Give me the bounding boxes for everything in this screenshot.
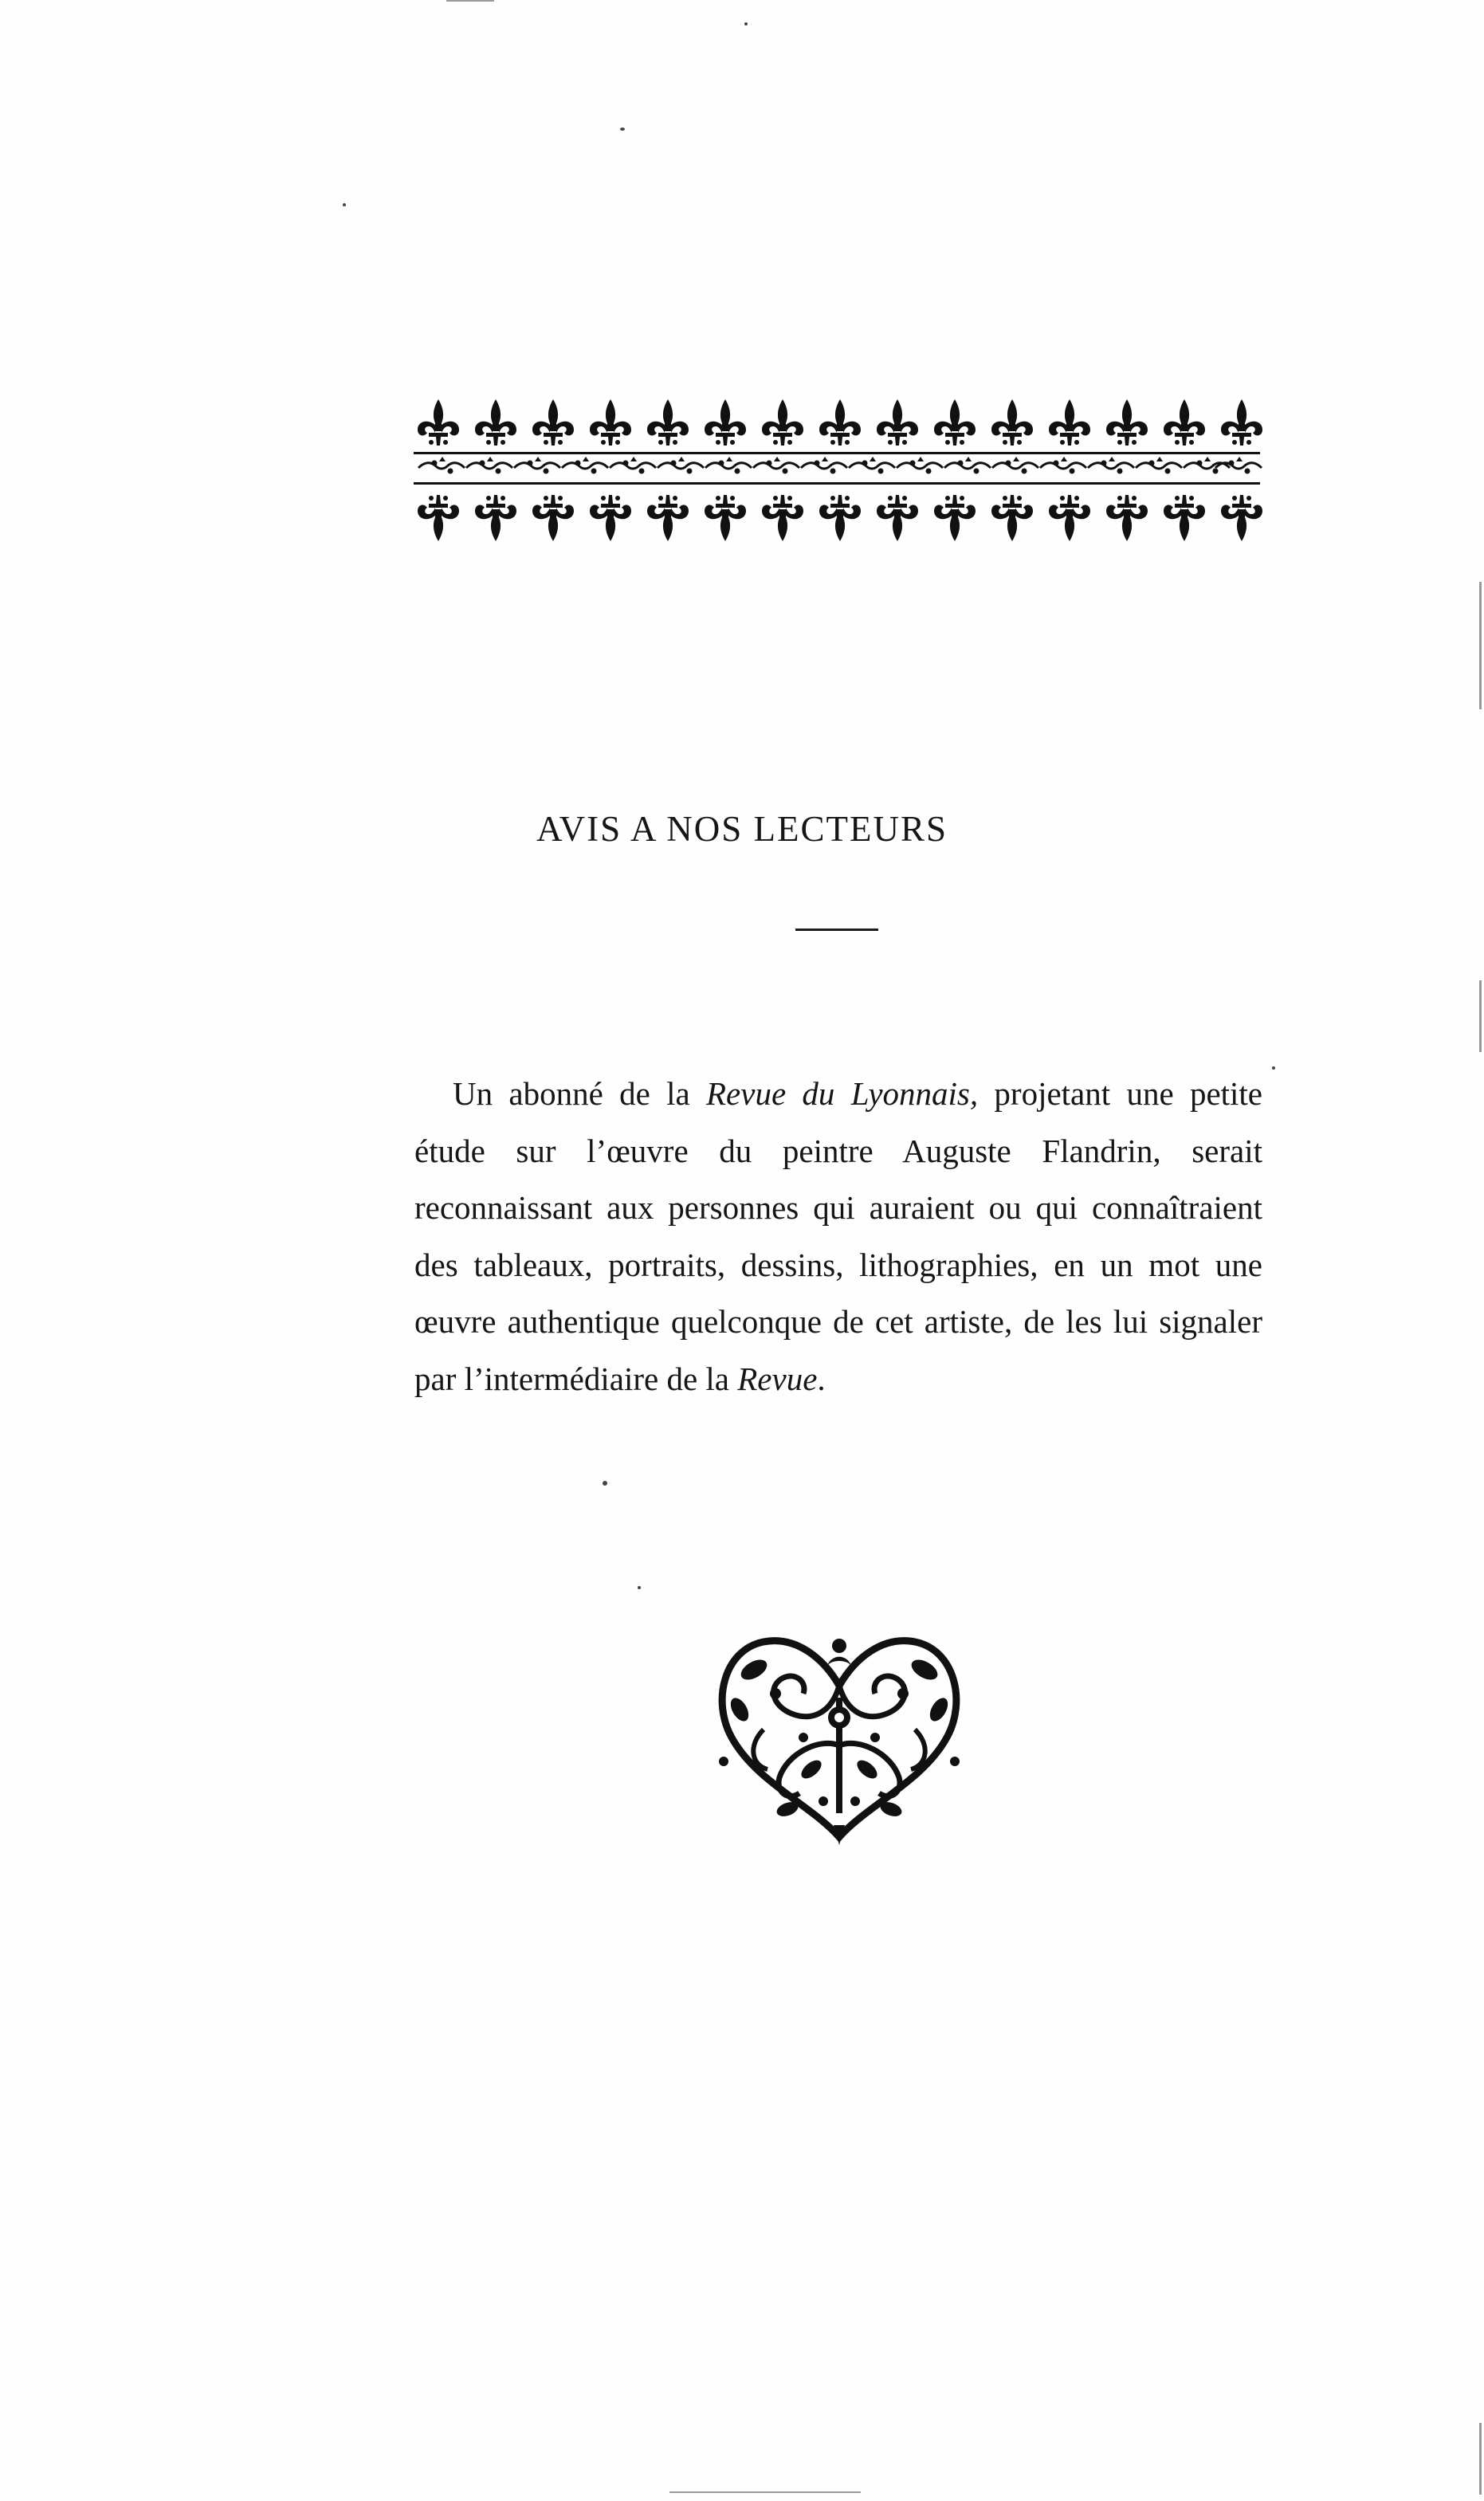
paragraph-text-start: Un abonné de la <box>453 1075 706 1112</box>
scan-speck <box>638 1586 641 1589</box>
fleur-de-lis-border-icon <box>410 387 1263 546</box>
scan-edge-mark <box>669 2491 861 2493</box>
notice-paragraph <box>414 1066 1262 1408</box>
page-title: AVIS A NOS LECTEURS <box>536 809 948 849</box>
revue-reference: Revue <box>737 1360 818 1397</box>
notice-body <box>414 1066 1262 1408</box>
scan-edge-mark <box>1479 582 1482 709</box>
title-rule <box>795 929 878 931</box>
scan-speck <box>620 128 625 131</box>
scan-speck <box>744 22 748 26</box>
scan-speck <box>603 1481 607 1486</box>
paragraph-text-end: . <box>817 1360 826 1397</box>
periodical-title: Revue du Lyonnais, <box>706 1075 979 1112</box>
scan-speck <box>1272 1066 1275 1070</box>
scan-edge-mark <box>1479 2423 1482 2495</box>
scan-edge-mark <box>446 0 494 2</box>
scan-speck <box>343 203 346 206</box>
scan-edge-mark <box>1479 980 1482 1052</box>
floral-vignette-icon <box>692 1610 987 1849</box>
paragraph-text-middle: projetant une petite étude sur l’œuvre du peintre Auguste Flandrin, serait reconnaissant aux personnes qui auraient ou qui connaîtraient des tableaux, portraits, dessins, lithographies, en un mot une œuvre authentique quelconque de cet artiste, de les lui signaler par l’intermédiaire de la <box>414 1075 1263 1397</box>
